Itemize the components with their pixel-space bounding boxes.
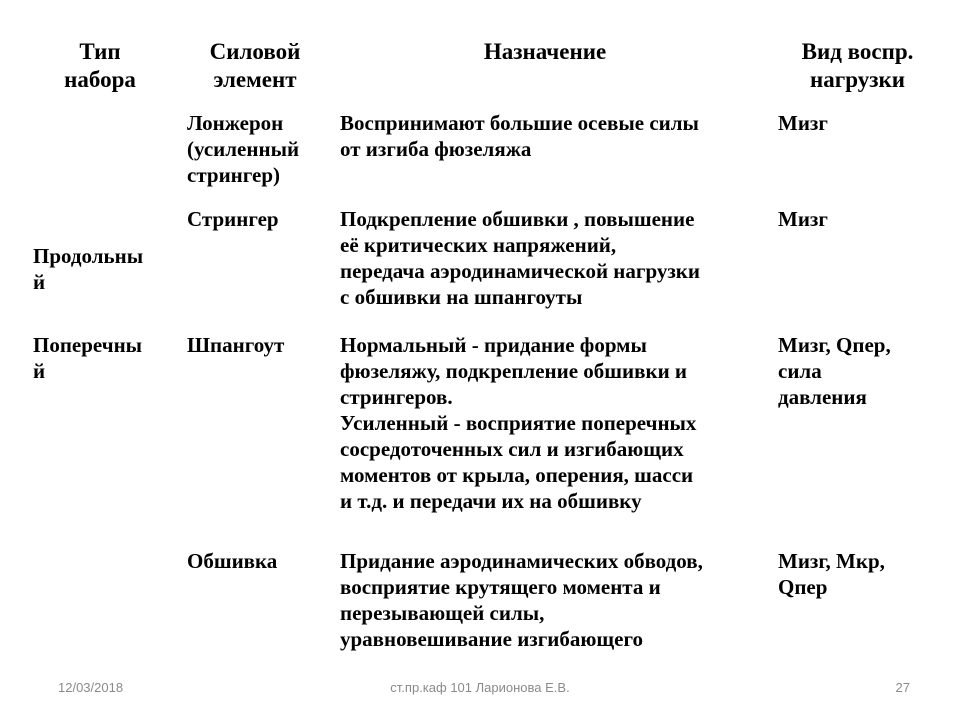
footer-date: 12/03/2018 <box>58 680 124 695</box>
row-3-element: Шпангоут <box>187 333 285 357</box>
row-2-type: Продольны й <box>33 244 144 294</box>
row-3-type: Поперечны й <box>33 333 143 383</box>
row-1-purpose: Воспринимают большие осевые силы от изгиба фюзеляжа <box>340 111 699 161</box>
row-4-element: Обшивка <box>187 549 278 573</box>
row-4-load: Мизг, Мкр, Qпер <box>778 549 885 599</box>
header-element: Силовой элемент <box>209 39 301 92</box>
row-3-purpose: Нормальный - придание формы фюзеляжу, подкрепление обшивки и стрингеров. Усиленный - восприятие поперечных сосредоточенных сил и изгибающих моментов от крыла, оперения, шасси и т.д. и передачи их на обшивку <box>340 333 697 513</box>
row-1-element: Лонжерон (усиленный стрингер) <box>187 111 300 187</box>
row-4-purpose: Придание аэродинамических обводов, восприятие крутящего момента и перезывающей силы, уравновешивание изгибающего <box>340 549 703 651</box>
header-load: Вид воспр. нагрузки <box>801 39 914 92</box>
header-type: Тип набора <box>64 39 136 92</box>
row-1-load: Мизг <box>778 111 828 135</box>
row-3-load: Мизг, Qпер, сила давления <box>778 333 891 409</box>
row-2-load: Мизг <box>778 207 828 231</box>
footer-author: ст.пр.каф 101 Ларионова Е.В. <box>390 680 570 695</box>
row-2-element: Стрингер <box>187 207 279 231</box>
row-2-purpose: Подкрепление обшивки , повышение её критических напряжений, передача аэродинамической нагрузки с обшивки на шпангоуты <box>340 207 700 309</box>
header-purpose: Назначение <box>483 39 607 64</box>
footer-page-number: 27 <box>895 680 910 695</box>
